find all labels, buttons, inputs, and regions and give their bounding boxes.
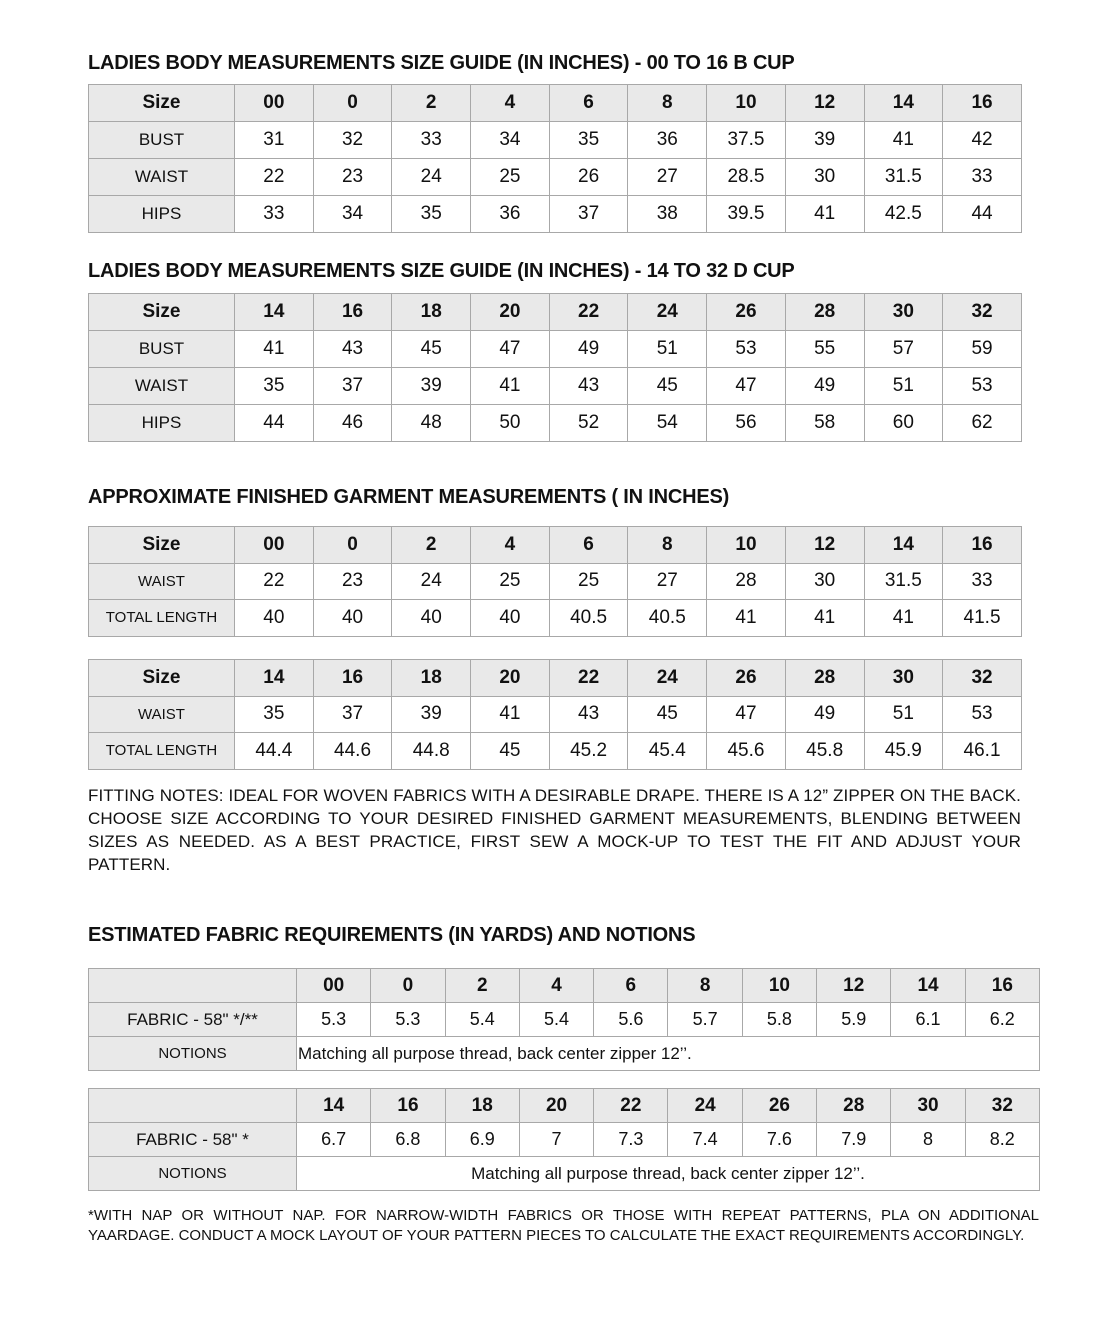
table-cell: 39.5 bbox=[707, 196, 786, 233]
table-cell: 8 bbox=[891, 1123, 965, 1157]
size-guide-b-cup-title: LADIES BODY MEASUREMENTS SIZE GUIDE (IN INCHES) - 00 TO 16 B CUP bbox=[88, 52, 795, 74]
size-column-header: 32 bbox=[943, 660, 1022, 697]
table-cell: 49 bbox=[785, 696, 864, 733]
size-column-header: 24 bbox=[668, 1089, 742, 1123]
table-cell: 6.1 bbox=[891, 1003, 965, 1037]
table-row bbox=[89, 563, 1022, 600]
size-column-header: 20 bbox=[471, 294, 550, 331]
table-cell: 41 bbox=[785, 196, 864, 233]
table-cell: 40.5 bbox=[549, 600, 628, 637]
size-column-header: 14 bbox=[891, 969, 965, 1003]
size-column-header: 00 bbox=[297, 969, 371, 1003]
table-cell: 6.2 bbox=[965, 1003, 1039, 1037]
table-cell: 52 bbox=[549, 405, 628, 442]
size-column-header: 00 bbox=[235, 527, 314, 564]
size-column-header: 8 bbox=[628, 85, 707, 122]
table-cell: 41 bbox=[471, 696, 550, 733]
table-cell: 40 bbox=[392, 600, 471, 637]
row-label: WAIST bbox=[89, 159, 235, 196]
table-cell: 35 bbox=[235, 368, 314, 405]
row-label: WAIST bbox=[89, 368, 235, 405]
size-column-header: 32 bbox=[965, 1089, 1039, 1123]
table-cell: 36 bbox=[628, 122, 707, 159]
table-cell: 31.5 bbox=[864, 563, 943, 600]
table-cell: 25 bbox=[471, 563, 550, 600]
table-cell: 37 bbox=[313, 368, 392, 405]
size-header-cell: Size bbox=[89, 85, 235, 122]
table-cell: 46 bbox=[313, 405, 392, 442]
table-cell: 27 bbox=[628, 563, 707, 600]
size-header-cell: Size bbox=[89, 527, 235, 564]
row-label: FABRIC - 58" * bbox=[89, 1123, 297, 1157]
table-cell: 7.6 bbox=[742, 1123, 816, 1157]
table-cell: 25 bbox=[471, 159, 550, 196]
size-column-header: 2 bbox=[392, 85, 471, 122]
table-cell: 33 bbox=[943, 159, 1022, 196]
table-cell: 41 bbox=[471, 368, 550, 405]
table-cell: 46.1 bbox=[943, 733, 1022, 770]
size-column-header: 4 bbox=[519, 969, 593, 1003]
fabric-requirements-table-2 bbox=[88, 1088, 1040, 1191]
fabric-requirements-title: ESTIMATED FABRIC REQUIREMENTS (IN YARDS) AND NOTIONS bbox=[88, 924, 696, 946]
notions-value: Matching all purpose thread, back center zipper 12’’. bbox=[297, 1157, 1040, 1191]
table-cell: 45.8 bbox=[785, 733, 864, 770]
size-column-header: 18 bbox=[392, 660, 471, 697]
table-cell: 33 bbox=[392, 122, 471, 159]
table-cell: 45.9 bbox=[864, 733, 943, 770]
table-cell: 31 bbox=[235, 122, 314, 159]
table-cell: 5.9 bbox=[817, 1003, 891, 1037]
size-column-header: 12 bbox=[785, 527, 864, 564]
size-guide-d-cup-title: LADIES BODY MEASUREMENTS SIZE GUIDE (IN INCHES) - 14 TO 32 D CUP bbox=[88, 260, 795, 282]
table-cell: 27 bbox=[628, 159, 707, 196]
table-cell: 44 bbox=[943, 196, 1022, 233]
size-column-header: 00 bbox=[235, 85, 314, 122]
size-column-header: 30 bbox=[891, 1089, 965, 1123]
table-cell: 51 bbox=[864, 368, 943, 405]
table-cell: 39 bbox=[785, 122, 864, 159]
table-cell: 56 bbox=[707, 405, 786, 442]
table-cell: 49 bbox=[785, 368, 864, 405]
table-cell: 33 bbox=[943, 563, 1022, 600]
size-column-header: 0 bbox=[313, 527, 392, 564]
notions-row bbox=[89, 1037, 1040, 1071]
table-cell: 37.5 bbox=[707, 122, 786, 159]
notions-value: Matching all purpose thread, back center zipper 12’’. bbox=[297, 1037, 1040, 1071]
size-column-header: 16 bbox=[371, 1089, 445, 1123]
table-cell: 35 bbox=[392, 196, 471, 233]
table-cell: 53 bbox=[943, 696, 1022, 733]
table-cell: 43 bbox=[313, 331, 392, 368]
size-column-header: 20 bbox=[471, 660, 550, 697]
size-column-header: 8 bbox=[628, 527, 707, 564]
size-column-header: 2 bbox=[445, 969, 519, 1003]
table-cell: 45 bbox=[471, 733, 550, 770]
table-cell: 5.4 bbox=[445, 1003, 519, 1037]
table-cell: 5.3 bbox=[371, 1003, 445, 1037]
size-column-header: 2 bbox=[392, 527, 471, 564]
table-cell: 41 bbox=[707, 600, 786, 637]
table-cell: 8.2 bbox=[965, 1123, 1039, 1157]
table-cell: 45.4 bbox=[628, 733, 707, 770]
size-column-header: 6 bbox=[594, 969, 668, 1003]
row-label: BUST bbox=[89, 331, 235, 368]
row-label: HIPS bbox=[89, 196, 235, 233]
size-column-header: 28 bbox=[817, 1089, 891, 1123]
size-column-header: 12 bbox=[785, 85, 864, 122]
table-cell: 40 bbox=[313, 600, 392, 637]
header-row bbox=[89, 969, 1040, 1003]
table-row bbox=[89, 733, 1022, 770]
table-cell: 6.8 bbox=[371, 1123, 445, 1157]
table-cell: 50 bbox=[471, 405, 550, 442]
table-cell: 37 bbox=[313, 696, 392, 733]
table-cell: 45.6 bbox=[707, 733, 786, 770]
size-column-header: 18 bbox=[392, 294, 471, 331]
table-cell: 53 bbox=[943, 368, 1022, 405]
size-column-header: 14 bbox=[297, 1089, 371, 1123]
table-cell: 32 bbox=[313, 122, 392, 159]
table-cell: 55 bbox=[785, 331, 864, 368]
size-column-header: 6 bbox=[549, 85, 628, 122]
size-column-header: 20 bbox=[519, 1089, 593, 1123]
table-cell: 30 bbox=[785, 159, 864, 196]
header-row bbox=[89, 527, 1022, 564]
size-header-cell: Size bbox=[89, 660, 235, 697]
table-cell: 45 bbox=[628, 368, 707, 405]
table-row bbox=[89, 600, 1022, 637]
fabric-row bbox=[89, 1123, 1040, 1157]
table-cell: 5.8 bbox=[742, 1003, 816, 1037]
table-row bbox=[89, 405, 1022, 442]
table-cell: 34 bbox=[313, 196, 392, 233]
size-column-header: 14 bbox=[235, 294, 314, 331]
garment-measurements-title: APPROXIMATE FINISHED GARMENT MEASUREMENTS ( IN INCHES) bbox=[88, 486, 730, 508]
size-column-header: 24 bbox=[628, 660, 707, 697]
table-cell: 30 bbox=[785, 563, 864, 600]
size-column-header: 16 bbox=[313, 660, 392, 697]
size-column-header: 0 bbox=[313, 85, 392, 122]
size-column-header: 22 bbox=[594, 1089, 668, 1123]
header-row bbox=[89, 660, 1022, 697]
table-cell: 40.5 bbox=[628, 600, 707, 637]
size-column-header: 22 bbox=[549, 660, 628, 697]
table-cell: 5.4 bbox=[519, 1003, 593, 1037]
table-cell: 40 bbox=[235, 600, 314, 637]
size-column-header: 18 bbox=[445, 1089, 519, 1123]
table-cell: 31.5 bbox=[864, 159, 943, 196]
size-column-header: 16 bbox=[943, 527, 1022, 564]
table-cell: 62 bbox=[943, 405, 1022, 442]
fitting-notes: FITTING NOTES: IDEAL FOR WOVEN FABRICS WITH A DESIRABLE DRAPE. THERE IS A 12” ZIPPER ON THE BACK. CHOOSE SIZE ACCORDING TO YOUR DESIRED FINISHED GARMENT MEASUREMENTS, BLENDING BETWEEN SIZES AS NEEDED. AS A BEST PRACTICE, FIRST SEW A MOCK-UP TO TEST THE FIT AND ADJUST YOUR PATTERN. bbox=[88, 786, 1021, 874]
size-column-header: 10 bbox=[707, 527, 786, 564]
table-cell: 25 bbox=[549, 563, 628, 600]
table-cell: 5.6 bbox=[594, 1003, 668, 1037]
size-column-header: 16 bbox=[965, 969, 1039, 1003]
table-cell: 28 bbox=[707, 563, 786, 600]
table-cell: 44.6 bbox=[313, 733, 392, 770]
table-cell: 60 bbox=[864, 405, 943, 442]
table-cell: 41 bbox=[235, 331, 314, 368]
garment-measurements-table-2 bbox=[88, 659, 1022, 770]
size-column-header: 0 bbox=[371, 969, 445, 1003]
fabric-row bbox=[89, 1003, 1040, 1037]
table-cell: 6.9 bbox=[445, 1123, 519, 1157]
table-cell: 41 bbox=[864, 122, 943, 159]
table-cell: 40 bbox=[471, 600, 550, 637]
size-column-header: 4 bbox=[471, 85, 550, 122]
table-cell: 36 bbox=[471, 196, 550, 233]
table-cell: 38 bbox=[628, 196, 707, 233]
table-cell: 41 bbox=[864, 600, 943, 637]
table-cell: 49 bbox=[549, 331, 628, 368]
size-guide-b-cup-table bbox=[88, 84, 1022, 233]
table-cell: 45.2 bbox=[549, 733, 628, 770]
size-column-header: 26 bbox=[707, 294, 786, 331]
table-cell: 35 bbox=[235, 696, 314, 733]
table-cell: 23 bbox=[313, 563, 392, 600]
size-column-header: 4 bbox=[471, 527, 550, 564]
row-label: BUST bbox=[89, 122, 235, 159]
table-cell: 33 bbox=[235, 196, 314, 233]
size-column-header: 28 bbox=[785, 294, 864, 331]
row-label: FABRIC - 58" */** bbox=[89, 1003, 297, 1037]
table-cell: 44.8 bbox=[392, 733, 471, 770]
table-cell: 43 bbox=[549, 696, 628, 733]
table-row bbox=[89, 196, 1022, 233]
table-cell: 43 bbox=[549, 368, 628, 405]
table-cell: 24 bbox=[392, 159, 471, 196]
size-column-header: 10 bbox=[707, 85, 786, 122]
table-cell: 35 bbox=[549, 122, 628, 159]
header-row bbox=[89, 85, 1022, 122]
table-cell: 39 bbox=[392, 696, 471, 733]
table-cell: 5.7 bbox=[668, 1003, 742, 1037]
table-cell: 44 bbox=[235, 405, 314, 442]
table-cell: 47 bbox=[707, 368, 786, 405]
table-row bbox=[89, 159, 1022, 196]
size-column-header: 26 bbox=[742, 1089, 816, 1123]
size-column-header: 22 bbox=[549, 294, 628, 331]
row-label: HIPS bbox=[89, 405, 235, 442]
table-cell: 48 bbox=[392, 405, 471, 442]
table-cell: 28.5 bbox=[707, 159, 786, 196]
header-row bbox=[89, 1089, 1040, 1123]
table-cell: 37 bbox=[549, 196, 628, 233]
table-cell: 5.3 bbox=[297, 1003, 371, 1037]
size-header-cell: Size bbox=[89, 294, 235, 331]
table-cell: 7.9 bbox=[817, 1123, 891, 1157]
table-cell: 41 bbox=[785, 600, 864, 637]
table-cell: 58 bbox=[785, 405, 864, 442]
size-column-header: 6 bbox=[549, 527, 628, 564]
table-row bbox=[89, 331, 1022, 368]
table-cell: 39 bbox=[392, 368, 471, 405]
size-column-header: 30 bbox=[864, 660, 943, 697]
size-column-header: 24 bbox=[628, 294, 707, 331]
table-cell: 22 bbox=[235, 563, 314, 600]
table-cell: 23 bbox=[313, 159, 392, 196]
size-column-header: 26 bbox=[707, 660, 786, 697]
table-cell: 44.4 bbox=[235, 733, 314, 770]
row-label: TOTAL LENGTH bbox=[89, 733, 235, 770]
table-row bbox=[89, 122, 1022, 159]
table-cell: 45 bbox=[628, 696, 707, 733]
table-cell: 51 bbox=[864, 696, 943, 733]
table-cell: 41.5 bbox=[943, 600, 1022, 637]
table-cell: 22 bbox=[235, 159, 314, 196]
table-cell: 26 bbox=[549, 159, 628, 196]
row-label: TOTAL LENGTH bbox=[89, 600, 235, 637]
table-cell: 47 bbox=[471, 331, 550, 368]
size-column-header: 32 bbox=[943, 294, 1022, 331]
table-cell: 42 bbox=[943, 122, 1022, 159]
table-cell: 54 bbox=[628, 405, 707, 442]
size-guide-d-cup-table bbox=[88, 293, 1022, 442]
size-column-header: 30 bbox=[864, 294, 943, 331]
size-header-cell bbox=[89, 1089, 297, 1123]
table-row bbox=[89, 368, 1022, 405]
row-label: WAIST bbox=[89, 696, 235, 733]
size-column-header: 28 bbox=[785, 660, 864, 697]
size-column-header: 14 bbox=[235, 660, 314, 697]
table-cell: 47 bbox=[707, 696, 786, 733]
garment-measurements-table-1 bbox=[88, 526, 1022, 637]
fabric-requirements-table-1 bbox=[88, 968, 1040, 1071]
table-cell: 7.4 bbox=[668, 1123, 742, 1157]
table-cell: 45 bbox=[392, 331, 471, 368]
table-cell: 34 bbox=[471, 122, 550, 159]
size-column-header: 10 bbox=[742, 969, 816, 1003]
size-column-header: 16 bbox=[313, 294, 392, 331]
table-cell: 6.7 bbox=[297, 1123, 371, 1157]
fabric-footnote: *WITH NAP OR WITHOUT NAP. FOR NARROW-WIDTH FABRICS OR THOSE WITH REPEAT PATTERNS, PLA ON ADDITIONAL YAARDAGE. CONDUCT A MOCK LAYOUT OF YOUR PATTERN PIECES TO CALCULATE THE EXACT REQUIREMENTS ACCORDINGLY. bbox=[88, 1207, 1039, 1244]
table-cell: 7 bbox=[519, 1123, 593, 1157]
table-cell: 7.3 bbox=[594, 1123, 668, 1157]
header-row bbox=[89, 294, 1022, 331]
table-cell: 59 bbox=[943, 331, 1022, 368]
table-cell: 42.5 bbox=[864, 196, 943, 233]
size-header-cell bbox=[89, 969, 297, 1003]
row-label: WAIST bbox=[89, 563, 235, 600]
row-label: NOTIONS bbox=[89, 1037, 297, 1071]
size-column-header: 14 bbox=[864, 85, 943, 122]
size-column-header: 8 bbox=[668, 969, 742, 1003]
size-column-header: 16 bbox=[943, 85, 1022, 122]
table-cell: 53 bbox=[707, 331, 786, 368]
table-cell: 57 bbox=[864, 331, 943, 368]
table-cell: 51 bbox=[628, 331, 707, 368]
row-label: NOTIONS bbox=[89, 1157, 297, 1191]
table-row bbox=[89, 696, 1022, 733]
table-cell: 24 bbox=[392, 563, 471, 600]
size-column-header: 12 bbox=[817, 969, 891, 1003]
notions-row bbox=[89, 1157, 1040, 1191]
size-column-header: 14 bbox=[864, 527, 943, 564]
